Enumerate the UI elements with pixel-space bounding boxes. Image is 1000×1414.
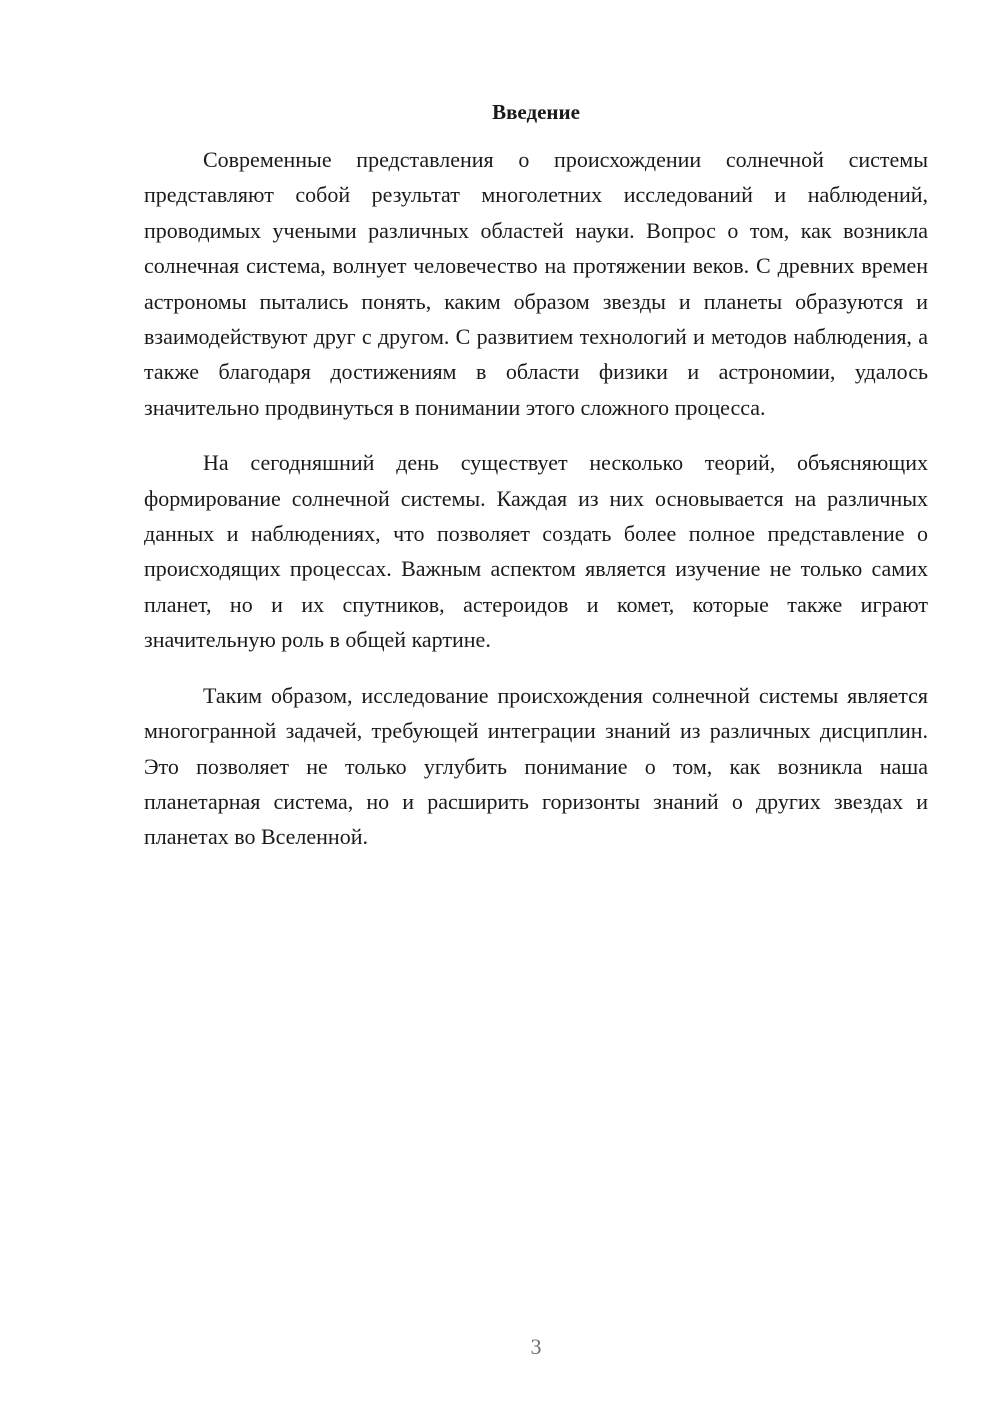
paragraph-1: Современные представления о происхождении солнечной системы представляют собой результат многолетних исследований и наблюдений, проводимых учеными различных областей науки. Вопрос о том, как возникла солнечная система, волнует человечество на протяжении веков. С древних времен астрономы пытались понять, каким образом звезды и планеты образуются и взаимодействуют друг с другом. С развитием технологий и методов наблюдения, а также благодаря достижениям в области физики и астрономии, удалось значительно продвинуться в понимании этого сложного процесса. [144,147,928,420]
paragraph-2: На сегодняшний день существует несколько теорий, объясняющих формирование солнечной системы. Каждая из них основывается на различных данных и наблюдениях, что позволяет создать более полное представление о происходящих процессах. Важным аспектом является изучение не только самих планет, но и их спутников, астероидов и комет, которые также играют значительную роль в общей картине. [144,450,928,653]
body-text [144,142,928,875]
page-number: 3 [530,1334,542,1359]
section-heading: Введение [492,100,580,124]
paragraph-3: Таким образом, исследование происхождения солнечной системы является многогранной задачей, требующей интеграции знаний из различных дисциплин. Это позволяет не только углубить понимание о том, как возникла наша планетарная система, но и расширить горизонты знаний о других звездах и планетах во Вселенной. [144,682,928,850]
